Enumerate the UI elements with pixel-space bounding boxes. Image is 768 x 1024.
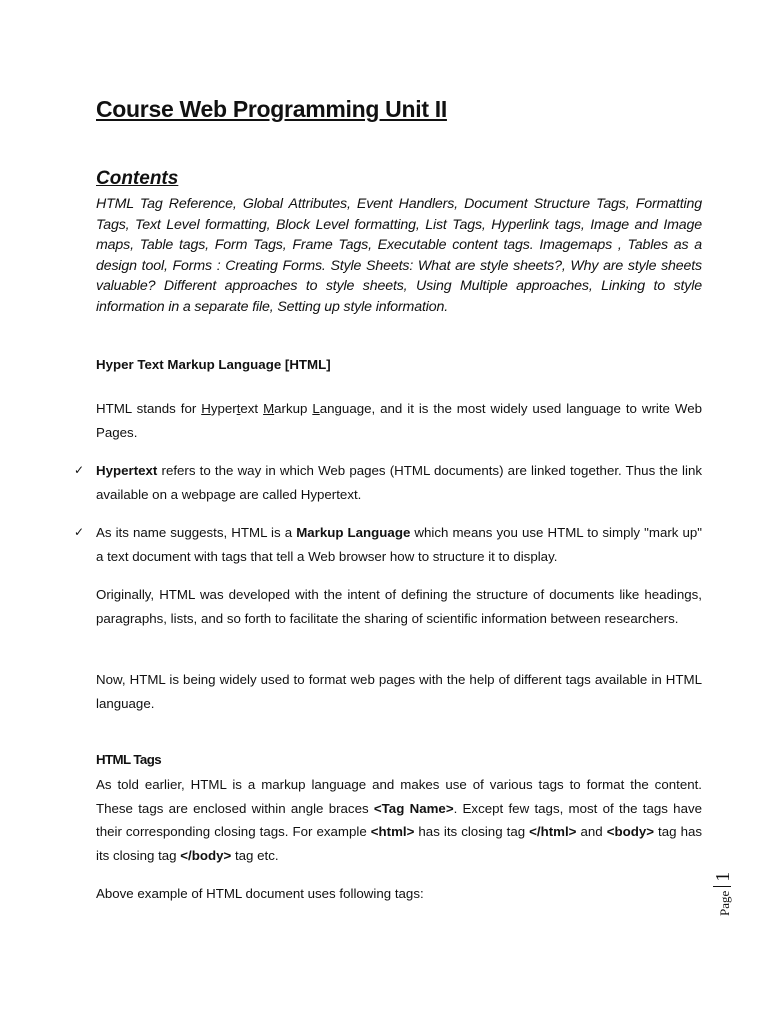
text-span: . Except few tags, most of the tags have their corresponding closing tags. For example: [96, 800, 703, 839]
text-span: HTML stands for: [96, 401, 202, 416]
text-span: and: [576, 824, 607, 839]
page-number-rotated: [712, 872, 735, 916]
text-span: As its name suggests, HTML is a: [96, 525, 297, 540]
bullet-text: [96, 459, 702, 506]
text-span: arkup: [274, 401, 313, 416]
underlined-letter: t: [236, 401, 241, 416]
paragraph-originally: Originally, HTML was developed with the intent of defining the structure of documents like headings, paragraphs, lists, and so forth to facilitate the sharing of scientific information between researchers.: [96, 587, 702, 626]
page-label: Page: [717, 890, 732, 916]
page-number: 1: [712, 871, 734, 882]
text-span: tag etc.: [231, 847, 279, 863]
bold-tag: </body>: [180, 847, 232, 863]
checkmark-icon: ✓: [74, 463, 85, 477]
bullet-text: [96, 521, 702, 568]
text-span: which means you use HTML to simply "mark up" a text document with tags that tell a Web browser how to structure it to display.: [96, 525, 702, 564]
text-span: has its closing tag: [414, 824, 530, 839]
contents-body: HTML Tag Reference, Global Attributes, Event Handlers, Document Structure Tags, Formatting Tags, Text Level formatting, Block Level formatting, List Tags, Hyperlink tags, Image and Image maps, Table tags, Form Tags, Frame Tags, Executable content tags. Imagemaps , Tables as a design tool, Forms : Creating Forms. Style Sheets: What are style sheets?, Why are style sheets valuable? Different approaches to style sheets, Using Multiple approaches, Linking to style information in a separate file, Setting up style information.: [96, 196, 702, 315]
paragraph-html-tags: [96, 773, 702, 867]
section-heading-html: Hyper Text Markup Language [HTML]: [96, 357, 331, 372]
text-span: ext: [240, 401, 264, 416]
paragraph-html-definition: [96, 397, 702, 444]
contents-heading: Contents: [96, 168, 179, 189]
bold-tag: <html>: [370, 824, 415, 839]
page-divider: [713, 886, 731, 887]
section-heading-html-tags: HTML Tags: [96, 752, 162, 767]
bold-tag: <Tag Name>: [373, 800, 454, 816]
text-span: anguage, and it is the most widely used language to write Web Pages.: [96, 401, 702, 440]
text-span: refers to the way in which Web pages (HTML documents) are linked together. Thus the link available on a webpage are called Hypertext.: [96, 463, 702, 502]
bullet-hypertext: [74, 459, 702, 506]
text-span: As told earlier, HTML is a markup language and makes use of various tags to format the content. These tags are enclosed within angle braces: [96, 777, 702, 816]
underlined-letter: H: [201, 401, 211, 416]
bold-term: Hypertext: [96, 463, 158, 478]
text-span: tag has its closing tag: [96, 824, 703, 863]
document-title: Course Web Programming Unit II: [96, 96, 447, 122]
checkmark-icon: ✓: [74, 525, 85, 539]
bold-tag: <body>: [606, 824, 655, 839]
paragraph-now: Now, HTML is being widely used to format web pages with the help of different tags available in HTML language.: [96, 672, 702, 711]
page-number-marker: [712, 872, 736, 916]
bullet-markup-language: [74, 521, 702, 568]
paragraph-above-example: Above example of HTML document uses following tags:: [96, 886, 424, 901]
bold-term: Markup Language: [296, 525, 411, 540]
underlined-letter: M: [263, 401, 275, 416]
bold-tag: </html>: [529, 824, 577, 839]
underlined-letter: L: [312, 401, 320, 416]
text-span: yper: [210, 401, 237, 416]
